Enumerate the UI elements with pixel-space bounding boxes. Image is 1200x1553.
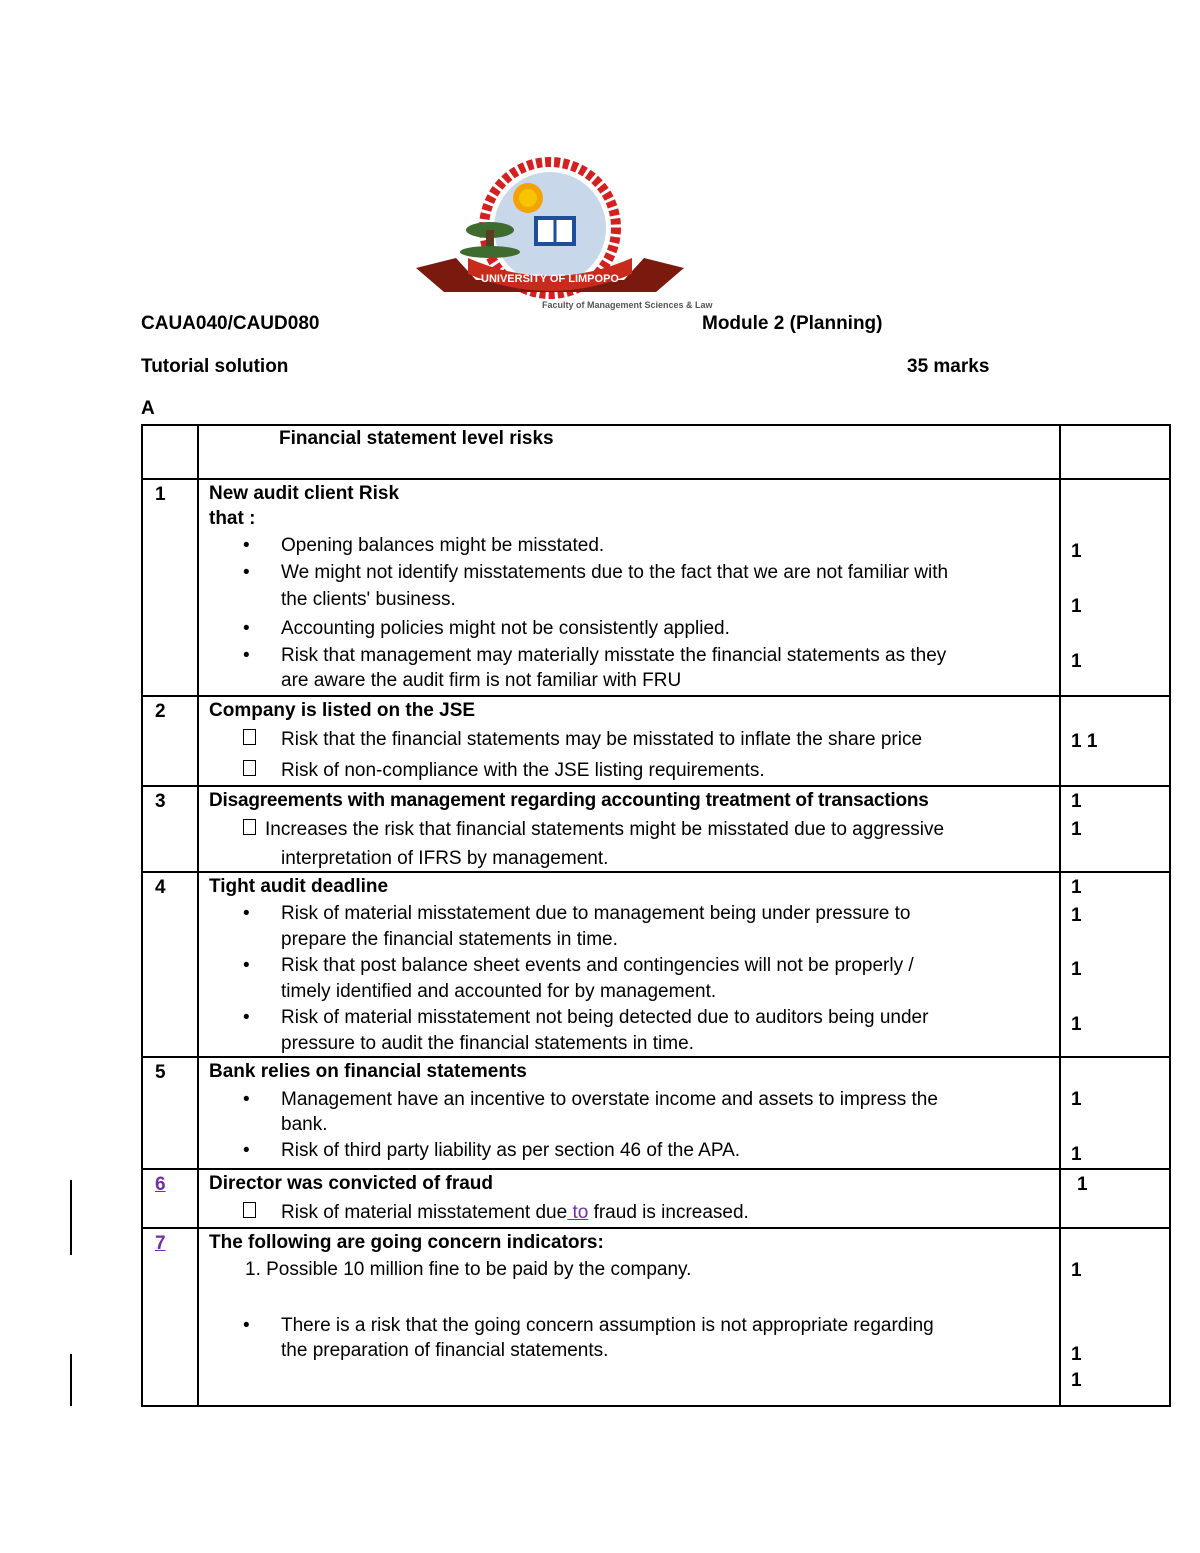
mark: 1 1 bbox=[1071, 731, 1098, 752]
mark: 1 bbox=[1071, 1089, 1082, 1110]
table-row bbox=[142, 872, 1170, 1057]
list-item: There is a risk that the going concern assumption is not appropriate regarding bbox=[281, 1315, 934, 1336]
list-item: are aware the audit firm is not familiar with FRU bbox=[281, 670, 682, 691]
list-item: Risk that post balance sheet events and contingencies will not be properly / bbox=[281, 955, 914, 976]
list-item: Opening balances might be misstated. bbox=[281, 535, 605, 556]
bullet-icon: • bbox=[243, 535, 250, 556]
bullet-icon: • bbox=[243, 562, 250, 583]
list-item: fraud is increased. bbox=[588, 1202, 749, 1223]
table-row bbox=[142, 696, 1170, 786]
list-item: timely identified and accounted for by management. bbox=[281, 981, 717, 1002]
list-item: Accounting policies might not be consistently applied. bbox=[281, 618, 730, 639]
table-row bbox=[142, 1228, 1170, 1406]
mark: 1 bbox=[1071, 1344, 1082, 1365]
mark: 1 bbox=[1071, 596, 1082, 617]
revision-bar bbox=[70, 1180, 72, 1255]
table-row bbox=[142, 1169, 1170, 1228]
list-item: Risk of material misstatement due bbox=[281, 1202, 568, 1223]
module-title: Module 2 (Planning) bbox=[702, 313, 883, 334]
mark: 1 bbox=[1071, 791, 1082, 812]
list-item: Risk that the financial statements may be misstated to inflate the share price bbox=[281, 729, 923, 750]
row-title: Disagreements with management regarding accounting treatment of transactions bbox=[209, 790, 929, 811]
row-title: Director was convicted of fraud bbox=[209, 1173, 494, 1194]
list-item: the preparation of financial statements. bbox=[281, 1340, 609, 1361]
checkbox-icon bbox=[243, 727, 256, 752]
risk-table bbox=[141, 424, 1171, 1407]
mark: 1 bbox=[1071, 1144, 1082, 1165]
list-item: pressure to audit the financial statements in time. bbox=[281, 1033, 694, 1054]
bullet-icon: • bbox=[243, 1007, 250, 1028]
table-header-row bbox=[142, 425, 1170, 479]
list-item: the clients' business. bbox=[281, 589, 456, 610]
row-title: Company is listed on the JSE bbox=[209, 700, 476, 721]
row-title: Bank relies on financial statements bbox=[209, 1061, 527, 1082]
checkbox-icon bbox=[243, 817, 256, 842]
mark: 1 bbox=[1071, 877, 1082, 898]
course-code: CAUA040/CAUD080 bbox=[141, 313, 320, 334]
bullet-icon: • bbox=[243, 1315, 250, 1336]
revision-bar bbox=[70, 1354, 72, 1406]
bullet-icon: • bbox=[243, 903, 250, 924]
tracked-change-link[interactable]: to bbox=[567, 1202, 589, 1223]
row-title: New audit client Risk bbox=[209, 483, 400, 504]
row-title: Tight audit deadline bbox=[209, 876, 389, 897]
list-item: 1. Possible 10 million fine to be paid by the company. bbox=[245, 1259, 692, 1280]
checkbox-icon bbox=[243, 758, 256, 783]
row-number: 4 bbox=[142, 872, 198, 1057]
table-row bbox=[142, 479, 1170, 696]
bullet-icon: • bbox=[243, 645, 250, 666]
row-subtitle: that : bbox=[209, 508, 256, 529]
mark: 1 bbox=[1071, 1260, 1082, 1281]
mark: 1 bbox=[1071, 959, 1082, 980]
table-row bbox=[142, 786, 1170, 872]
mark: 1 bbox=[1071, 819, 1082, 840]
bullet-icon: • bbox=[243, 1140, 250, 1161]
row-number: 2 bbox=[142, 696, 198, 786]
row-number: 5 bbox=[142, 1057, 198, 1169]
row-number: 3 bbox=[142, 786, 198, 872]
section-label: A bbox=[141, 398, 155, 419]
mark: 1 bbox=[1071, 905, 1082, 926]
table-row bbox=[142, 1057, 1170, 1169]
list-item: Risk of third party liability as per section 46 of the APA. bbox=[281, 1140, 741, 1161]
checkbox-icon bbox=[243, 1200, 256, 1225]
list-item: interpretation of IFRS by management. bbox=[281, 848, 609, 869]
list-item: Management have an incentive to overstate income and assets to impress the bbox=[281, 1089, 938, 1110]
list-item: We might not identify misstatements due to the fact that we are not familiar with bbox=[281, 562, 949, 583]
list-item: bank. bbox=[281, 1114, 328, 1135]
row-number: 1 bbox=[142, 479, 198, 696]
row-title: The following are going concern indicators: bbox=[209, 1232, 604, 1253]
list-item: Risk of non-compliance with the JSE listing requirements. bbox=[281, 760, 765, 781]
list-item: Increases the risk that financial statements might be misstated due to aggressive bbox=[265, 819, 945, 840]
mark: 1 bbox=[1071, 1370, 1082, 1391]
list-item: prepare the financial statements in time. bbox=[281, 929, 618, 950]
logo-name: UNIVERSITY OF LIMPOPO bbox=[481, 273, 619, 285]
mark: 1 bbox=[1071, 651, 1082, 672]
mark: 1 bbox=[1071, 541, 1082, 562]
list-item: Risk that management may materially misstate the financial statements as they bbox=[281, 645, 947, 666]
list-item: Risk of material misstatement due to management being under pressure to bbox=[281, 903, 911, 924]
bullet-icon: • bbox=[243, 955, 250, 976]
list-item: Risk of material misstatement not being detected due to auditors being under bbox=[281, 1007, 929, 1028]
row-number-link[interactable]: 6 bbox=[155, 1174, 166, 1195]
table-heading: Financial statement level risks bbox=[279, 428, 554, 449]
row-number-link[interactable]: 7 bbox=[155, 1233, 166, 1254]
mark: 1 bbox=[1071, 1014, 1082, 1035]
doc-type: Tutorial solution bbox=[141, 356, 289, 377]
university-logo bbox=[416, 160, 713, 320]
bullet-icon: • bbox=[243, 1089, 250, 1110]
bullet-icon: • bbox=[243, 618, 250, 639]
logo-faculty: Faculty of Management Sciences & Law bbox=[542, 300, 713, 310]
total-marks: 35 marks bbox=[907, 356, 990, 377]
mark: 1 bbox=[1077, 1174, 1088, 1195]
